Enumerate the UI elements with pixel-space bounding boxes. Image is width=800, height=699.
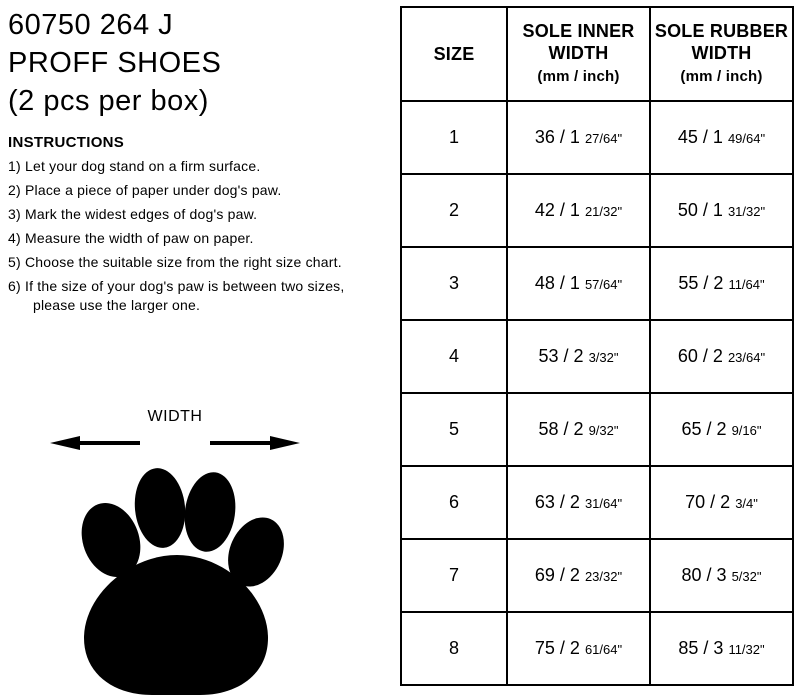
cell-inner-mm: 69 / 2: [534, 565, 580, 585]
table-row: [401, 101, 793, 174]
instruction-number: 5): [8, 254, 21, 270]
cell-rubber-mm: 55 / 2: [678, 273, 724, 293]
cell-rubber-fraction: 3/4": [735, 496, 758, 511]
cell-inner-fraction: 57/64": [584, 277, 623, 292]
cell-rubber-fraction: 31/32": [727, 204, 766, 219]
cell-rubber-fraction: 9/16": [731, 423, 762, 438]
size-chart-table-wrapper: [400, 6, 792, 686]
cell-sole-rubber-width: [650, 101, 793, 174]
product-quantity: (2 pcs per box): [8, 85, 209, 117]
cell-inner-fraction: 21/32": [584, 204, 623, 219]
instruction-number: 3): [8, 206, 21, 222]
cell-inner-fraction: 27/64": [584, 131, 623, 146]
paw-print-icon: [60, 460, 290, 695]
table-row: [401, 466, 793, 539]
instruction-step: [8, 277, 394, 315]
table-header-row: [401, 7, 793, 101]
instruction-text: Place a piece of paper under dog's paw.: [25, 182, 282, 198]
double-arrow-icon: [50, 436, 300, 450]
instruction-step: [8, 229, 394, 248]
cell-sole-rubber-width: [650, 539, 793, 612]
instruction-text: Let your dog stand on a firm surface.: [25, 158, 261, 174]
column-header-sole-inner-width-unit: (mm / inch): [537, 68, 620, 85]
column-header-sole-rubber-width-unit: (mm / inch): [680, 68, 763, 85]
instruction-text: Mark the widest edges of dog's paw.: [25, 206, 258, 222]
width-label: WIDTH: [147, 408, 203, 425]
cell-rubber-mm: 70 / 2: [685, 492, 731, 512]
cell-rubber-fraction: 49/64": [727, 131, 766, 146]
instruction-number: 1): [8, 158, 21, 174]
cell-sole-inner-width: [507, 101, 650, 174]
cell-rubber-mm: 65 / 2: [681, 419, 727, 439]
cell-sole-inner-width: [507, 393, 650, 466]
cell-sole-inner-width: [507, 320, 650, 393]
cell-rubber-fraction: 23/64": [727, 350, 766, 365]
cell-sole-rubber-width: [650, 174, 793, 247]
column-header-size-label: SIZE: [433, 44, 475, 64]
cell-size: 3: [401, 247, 507, 320]
instruction-step: [8, 181, 394, 200]
cell-rubber-mm: 80 / 3: [681, 565, 727, 585]
cell-sole-inner-width: [507, 466, 650, 539]
column-header-sole-rubber-width: [650, 7, 793, 101]
cell-size: 8: [401, 612, 507, 685]
cell-rubber-mm: 85 / 3: [678, 638, 724, 658]
cell-sole-inner-width: [507, 174, 650, 247]
table-row: [401, 612, 793, 685]
cell-inner-mm: 36 / 1: [534, 127, 580, 147]
cell-rubber-fraction: 5/32": [731, 569, 762, 584]
table-row: [401, 393, 793, 466]
table-row: [401, 539, 793, 612]
cell-inner-mm: 48 / 1: [534, 273, 580, 293]
cell-inner-mm: 75 / 2: [534, 638, 580, 658]
size-chart-table: [400, 6, 794, 686]
cell-size: 5: [401, 393, 507, 466]
cell-sole-rubber-width: [650, 612, 793, 685]
instruction-text-continued: please use the larger one.: [33, 297, 201, 313]
product-info-panel: [8, 6, 394, 320]
instruction-text: Choose the suitable size from the right size chart.: [25, 254, 342, 270]
cell-sole-rubber-width: [650, 320, 793, 393]
instruction-number: 4): [8, 230, 21, 246]
cell-size: 1: [401, 101, 507, 174]
instructions-title: INSTRUCTIONS: [8, 134, 125, 151]
cell-sole-rubber-width: [650, 466, 793, 539]
cell-inner-mm: 63 / 2: [534, 492, 580, 512]
column-header-sole-rubber-width-label: SOLE RUBBER WIDTH: [654, 21, 789, 63]
instruction-step: [8, 157, 394, 176]
column-header-sole-inner-width-label: SOLE INNER WIDTH: [522, 21, 635, 63]
cell-rubber-mm: 60 / 2: [677, 346, 723, 366]
instruction-text: If the size of your dog's paw is between two sizes,: [25, 278, 345, 294]
cell-sole-inner-width: [507, 247, 650, 320]
cell-rubber-fraction: 11/64": [728, 277, 765, 292]
instruction-text: Measure the width of paw on paper.: [25, 230, 254, 246]
cell-inner-fraction: 9/32": [588, 423, 619, 438]
cell-rubber-mm: 50 / 1: [677, 200, 723, 220]
cell-sole-rubber-width: [650, 247, 793, 320]
instruction-step: [8, 205, 394, 224]
cell-inner-mm: 42 / 1: [534, 200, 580, 220]
instruction-step: [8, 253, 394, 272]
cell-size: 2: [401, 174, 507, 247]
instruction-number: 2): [8, 182, 21, 198]
cell-inner-mm: 58 / 2: [538, 419, 584, 439]
instruction-number: 6): [8, 278, 21, 294]
cell-sole-inner-width: [507, 539, 650, 612]
cell-rubber-fraction: 11/32": [728, 642, 765, 657]
instructions-list: [8, 157, 394, 315]
cell-inner-mm: 53 / 2: [538, 346, 584, 366]
column-header-size: [401, 7, 507, 101]
cell-size: 4: [401, 320, 507, 393]
cell-rubber-mm: 45 / 1: [677, 127, 723, 147]
table-row: [401, 174, 793, 247]
width-measurement-diagram: [50, 408, 300, 448]
cell-inner-fraction: 23/32": [584, 569, 623, 584]
table-row: [401, 320, 793, 393]
table-row: [401, 247, 793, 320]
product-name: PROFF SHOES: [8, 47, 222, 79]
cell-size: 6: [401, 466, 507, 539]
cell-sole-rubber-width: [650, 393, 793, 466]
product-code: 60750 264 J: [8, 9, 174, 41]
cell-inner-fraction: 61/64": [584, 642, 623, 657]
cell-size: 7: [401, 539, 507, 612]
cell-inner-fraction: 31/64": [584, 496, 623, 511]
column-header-sole-inner-width: [507, 7, 650, 101]
cell-sole-inner-width: [507, 612, 650, 685]
cell-inner-fraction: 3/32": [588, 350, 619, 365]
